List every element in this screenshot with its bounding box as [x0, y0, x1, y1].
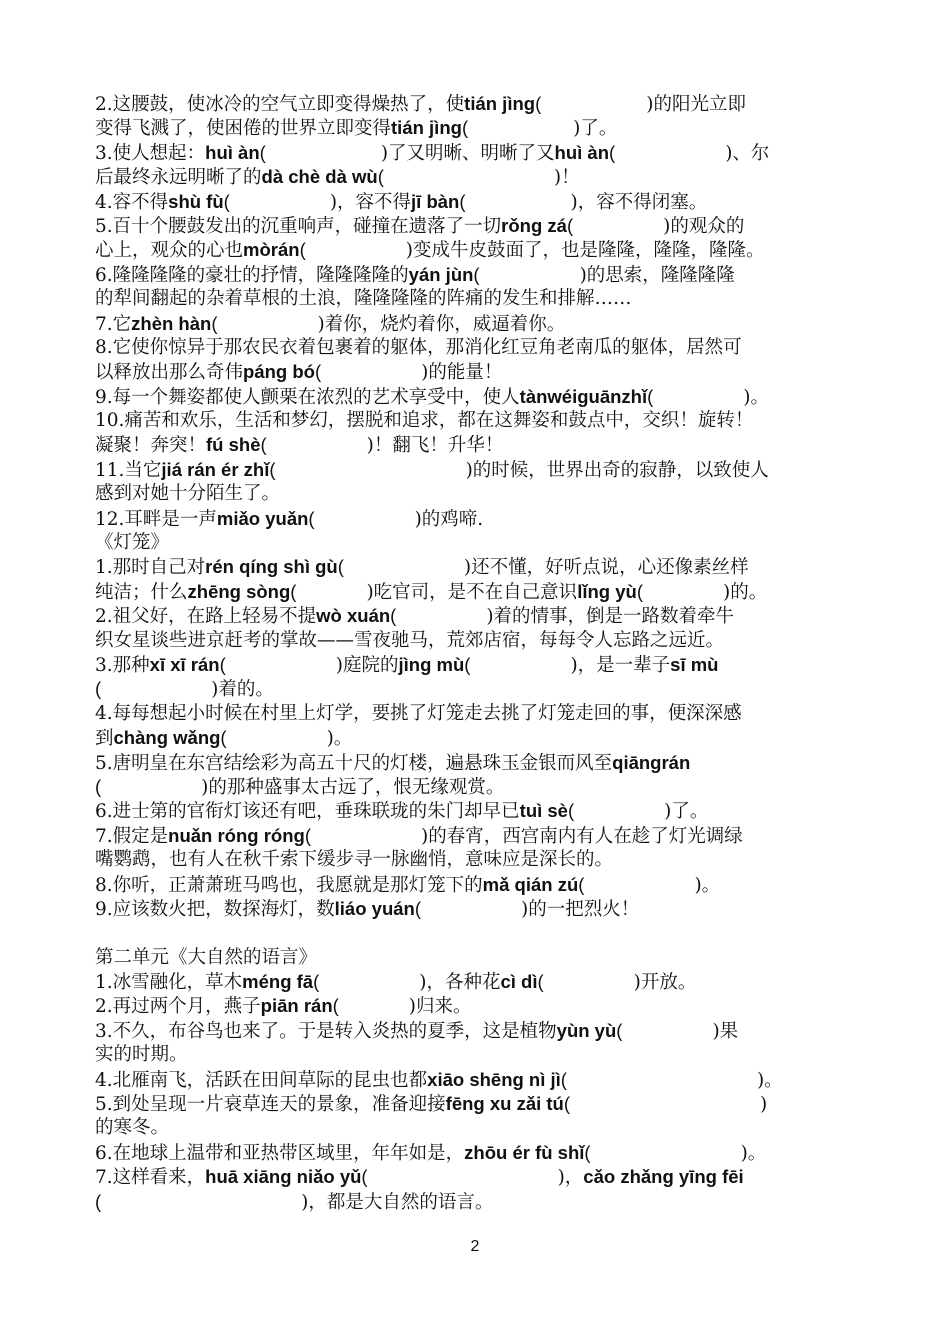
question-text: 4.容不得	[95, 191, 169, 213]
question-11-cont	[95, 482, 875, 506]
question-text: 1.那时自己对	[95, 557, 206, 579]
question-text: 到	[95, 728, 114, 750]
question-text: )着的。	[211, 679, 274, 701]
question-text: 6.隆隆隆隆的豪壮的抒情，隆隆隆隆的	[95, 264, 409, 286]
answer-blank-open: (	[578, 873, 585, 895]
answer-blank[interactable]	[468, 133, 573, 134]
question-text: )着你，烧灼着你，威逼着你。	[317, 313, 566, 335]
question-text: )。	[743, 386, 769, 408]
question-5	[95, 214, 875, 238]
question-text: 2.再过两个月，燕子	[95, 996, 261, 1018]
question-text: 后最终永远明晰了的	[95, 167, 262, 189]
question-10-cont	[95, 433, 875, 457]
spacer	[95, 921, 875, 945]
question-text: 凝聚！奔突！	[95, 435, 207, 457]
question-text: )的春宵，西宫南内有人在趁了灯光调绿	[421, 825, 743, 847]
question-11	[95, 458, 875, 482]
pinyin-prompt: méng fā	[242, 971, 314, 993]
answer-blank-open: (	[260, 434, 267, 456]
question-text: 织女星谈些进京赶考的掌故——雪夜驰马，荒郊店宿，每每令人忘路之远近。	[95, 629, 725, 651]
answer-blank[interactable]	[480, 280, 580, 281]
answer-blank[interactable]	[266, 158, 381, 159]
pinyin-prompt: zhèn hàn	[131, 312, 212, 334]
answer-blank[interactable]	[466, 207, 571, 208]
answer-blank[interactable]	[653, 402, 743, 403]
answer-blank-open: (	[361, 1166, 368, 1188]
answer-blank-open: (	[537, 971, 544, 993]
question-text: 纯洁；什么	[95, 581, 188, 603]
question-text: 11.当它	[95, 459, 162, 481]
question-text: 6.进士第的官衔灯该还有吧，垂珠联珑的朱门却早已	[95, 801, 520, 823]
question-text: )变成牛皮鼓面了，也是隆隆，隆隆，隆隆。	[405, 240, 765, 262]
unit2-question-7	[95, 1165, 875, 1189]
pinyin-prompt: jìng mù	[398, 653, 465, 675]
question-text: 7.假定是	[95, 825, 169, 847]
pinyin-prompt: cì dì	[500, 971, 538, 993]
pinyin-prompt: huì àn	[554, 141, 610, 163]
question-8-cont	[95, 360, 875, 384]
denglong-question-8	[95, 873, 875, 897]
pinyin-prompt: yùn yù	[556, 1019, 617, 1041]
question-text: 3.不久，布谷鸟也来了。于是转入炎热的夏季，这是植物	[95, 1020, 557, 1042]
section-title-denglong	[95, 531, 875, 555]
pinyin-prompt: miǎo yuǎn	[216, 507, 309, 529]
pinyin-prompt: nuǎn róng róng	[168, 824, 305, 846]
answer-blank[interactable]	[368, 1182, 558, 1183]
answer-blank[interactable]	[567, 1085, 757, 1086]
question-text: )的思索，隆隆隆隆	[579, 264, 735, 286]
answer-blank-open: (	[269, 458, 276, 480]
answer-blank-open: (	[259, 141, 266, 163]
pinyin-prompt: yán jùn	[408, 263, 474, 285]
question-2	[95, 92, 875, 116]
question-text: 8.它使你惊异于那农民衣着包裹着的躯体，那消化红豆角老南瓜的躯体，居然可	[95, 336, 742, 358]
pinyin-prompt: qiāngrán	[612, 751, 691, 773]
question-10	[95, 409, 875, 433]
answer-blank[interactable]	[470, 670, 570, 671]
answer-blank[interactable]	[541, 109, 646, 110]
denglong-question-1-cont	[95, 580, 875, 604]
answer-blank-open: (	[219, 653, 226, 675]
question-3	[95, 141, 875, 165]
question-12	[95, 507, 875, 531]
unit2-question-4	[95, 1068, 875, 1092]
denglong-question-6	[95, 799, 875, 823]
answer-blank-open: (	[211, 312, 218, 334]
question-text: 变得飞溅了，使困倦的世界立即变得	[95, 118, 392, 140]
question-text: )吃官司，是不在自己意识	[366, 581, 578, 603]
answer-blank[interactable]	[227, 743, 327, 744]
question-text: )的。	[722, 581, 768, 603]
question-2-cont	[95, 116, 875, 140]
unit2-question-5-cont	[95, 1116, 875, 1140]
page-number: 2	[470, 1238, 480, 1255]
question-7	[95, 312, 875, 336]
unit2-question-3	[95, 1019, 875, 1043]
answer-blank[interactable]	[296, 597, 366, 598]
answer-blank[interactable]	[315, 524, 415, 525]
question-text: 嘴鹦鹉，也有人在秋千索下缓步寻一脉幽悄，意味应是深长的。	[95, 849, 614, 871]
question-3-cont	[95, 165, 875, 189]
answer-blank[interactable]	[230, 207, 330, 208]
pinyin-prompt: cǎo zhǎng yīng fēi	[583, 1166, 744, 1188]
question-6-cont	[95, 287, 875, 311]
pinyin-prompt: jiá rán ér zhǐ	[161, 458, 270, 480]
answer-blank-open: (	[560, 1068, 567, 1090]
question-text: )。	[694, 874, 721, 896]
denglong-question-4	[95, 702, 875, 726]
denglong-question-5	[95, 751, 875, 775]
question-text: )，容不得	[329, 191, 412, 213]
pinyin-prompt: tànwéiguānzhǐ	[519, 385, 648, 407]
answer-blank-open: (	[566, 214, 574, 236]
question-text: 感到对她十分陌生了。	[95, 483, 281, 505]
answer-blank[interactable]	[421, 914, 521, 915]
pinyin-prompt: zhēng sòng	[187, 580, 291, 602]
question-text: )的能量！	[421, 362, 503, 384]
answer-blank-open: (	[464, 653, 471, 675]
denglong-question-4-cont	[95, 726, 875, 750]
answer-blank[interactable]	[311, 841, 421, 842]
pinyin-prompt: liáo yuán	[334, 897, 415, 919]
answer-blank[interactable]	[276, 475, 466, 476]
question-text: )，各种花	[419, 972, 501, 994]
answer-blank[interactable]	[396, 621, 486, 622]
answer-blank[interactable]	[101, 1207, 301, 1208]
answer-blank-open: (	[95, 678, 102, 700]
question-text: 7.它	[95, 313, 132, 335]
unit2-question-5	[95, 1092, 875, 1116]
pinyin-prompt: páng bó	[243, 361, 315, 383]
answer-blank[interactable]	[591, 1158, 741, 1159]
question-text: )开放。	[633, 972, 697, 994]
answer-blank[interactable]	[321, 377, 421, 378]
pinyin-prompt: dà chè dà wù	[261, 166, 378, 188]
question-text: 8.你听，正萧萧班马鸣也，我愿就是那灯笼下的	[95, 874, 483, 896]
answer-blank-open: (	[535, 93, 542, 114]
answer-blank-open: (	[377, 166, 384, 188]
answer-blank[interactable]	[101, 694, 211, 695]
denglong-question-1	[95, 555, 875, 579]
answer-blank-open: (	[414, 897, 422, 919]
question-text: 4.每每想起小时候在村里上灯学，要挑了灯笼走去挑了灯笼走回的事，便深深感	[95, 702, 742, 724]
answer-blank[interactable]	[622, 1036, 712, 1037]
question-text: )的鸡啼.	[414, 508, 484, 530]
question-text: )的观众的	[663, 215, 745, 237]
answer-blank-open: (	[220, 727, 227, 749]
question-text: )	[760, 1094, 768, 1116]
answer-blank[interactable]	[218, 329, 318, 330]
denglong-question-9	[95, 897, 875, 921]
question-text: 以释放出那么奇伟	[95, 362, 244, 384]
pinyin-prompt: tián jìng	[391, 117, 462, 139]
pinyin-prompt: tuì sè	[519, 800, 568, 822]
pinyin-prompt: xiāo shēng nì jì	[427, 1068, 561, 1090]
question-text: )了。	[664, 801, 709, 823]
question-text: 10.痛苦和欢乐，生活和梦幻，摆脱和追求，都在这舞姿和鼓点中，交织！旋转！	[95, 410, 754, 432]
answer-blank[interactable]	[643, 597, 723, 598]
question-text: 2.这腰鼓，使冰冷的空气立即变得燥热了，使	[95, 94, 465, 115]
question-text: 3.使人想起：	[95, 142, 206, 164]
question-text: 2.祖父好，在路上轻易不提	[95, 606, 317, 628]
question-5-cont	[95, 238, 875, 262]
question-text: )，是一辈子	[570, 654, 671, 676]
question-8	[95, 336, 875, 360]
pinyin-prompt: shù fù	[168, 190, 224, 212]
question-text: 5.到处呈现一片衰草连天的景象，准备迎接	[95, 1094, 446, 1116]
answer-blank-open: (	[299, 239, 306, 261]
pinyin-prompt: zhōu ér fù shǐ	[464, 1141, 585, 1163]
answer-blank-open: (	[223, 190, 230, 212]
question-text: )果	[712, 1020, 739, 1042]
section-title: 《灯笼》	[95, 532, 170, 554]
pinyin-prompt: xī xī rán	[149, 653, 220, 675]
question-text: 的犁间翻起的杂着草根的土浪，隆隆隆隆的阵痛的发生和排解……	[95, 288, 632, 310]
answer-blank-open: (	[304, 824, 312, 846]
answer-blank-open: (	[459, 190, 466, 212]
answer-blank[interactable]	[344, 572, 464, 573]
unit2-question-1	[95, 970, 875, 994]
pinyin-prompt: lǐng yù	[577, 580, 637, 602]
question-text: 12.耳畔是一声	[95, 508, 217, 530]
question-text: 7.这样看来，	[95, 1167, 206, 1189]
question-text: )还不懂，好听点说，心还像素丝样	[463, 557, 749, 579]
answer-blank-open: (	[332, 995, 339, 1017]
answer-blank[interactable]	[319, 987, 419, 988]
answer-blank[interactable]	[573, 231, 663, 232]
question-4	[95, 190, 875, 214]
question-text: 的寒冬。	[95, 1117, 170, 1139]
pinyin-prompt: piān rán	[260, 995, 333, 1017]
pinyin-prompt: fēng xu zǎi tú	[445, 1093, 564, 1115]
pinyin-prompt: huì àn	[205, 141, 260, 163]
pinyin-prompt: jī bàn	[411, 190, 460, 212]
denglong-question-2	[95, 604, 875, 628]
answer-blank-open: (	[95, 775, 102, 797]
question-text: )的时候，世界出奇的寂静，以致使人	[465, 459, 769, 481]
denglong-question-3-cont	[95, 677, 875, 701]
question-text: )的阳光立即	[646, 94, 746, 115]
answer-blank[interactable]	[615, 158, 725, 159]
worksheet-body	[95, 92, 875, 1214]
pinyin-prompt: mòrán	[243, 239, 300, 261]
answer-blank[interactable]	[226, 670, 336, 671]
question-text: )的那种盛事太古远了，恨无缘观赏。	[201, 776, 505, 798]
pinyin-prompt: rǒng zá	[501, 214, 567, 236]
section-title: 第二单元《大自然的语言》	[95, 946, 318, 968]
question-text: )！翻飞！升华！	[366, 435, 504, 457]
question-text: )了。	[573, 118, 618, 140]
question-text: 心上，观众的心也	[95, 240, 244, 262]
question-6	[95, 263, 875, 287]
question-text: )。	[326, 728, 353, 750]
question-text: )归来。	[408, 996, 472, 1018]
answer-blank-open: (	[390, 605, 397, 627]
question-text: )，	[557, 1167, 584, 1189]
answer-blank-open: (	[337, 556, 344, 578]
answer-blank-open: (	[636, 580, 643, 602]
answer-blank[interactable]	[339, 1011, 409, 1012]
answer-blank[interactable]	[384, 182, 554, 183]
question-text: 1.冰雪融化，草木	[95, 972, 243, 994]
answer-blank-open: (	[647, 385, 654, 407]
question-text: )！	[553, 167, 580, 189]
answer-blank[interactable]	[584, 890, 694, 891]
denglong-question-7	[95, 824, 875, 848]
question-text: 实的时期。	[95, 1044, 188, 1066]
question-text: )、尔	[725, 142, 770, 164]
denglong-question-5-cont	[95, 775, 875, 799]
question-text: )，容不得闭塞。	[570, 191, 708, 213]
answer-blank-open: (	[584, 1141, 591, 1163]
question-text: 9.每一个舞姿都使人颤栗在浓烈的艺术享受中，使人	[95, 386, 520, 408]
answer-blank-open: (	[567, 800, 575, 822]
answer-blank-open: (	[616, 1019, 623, 1041]
question-text: 6.在地球上温带和亚热带区域里，年年如是，	[95, 1142, 465, 1164]
question-9	[95, 385, 875, 409]
answer-blank-open: (	[473, 263, 480, 285]
answer-blank-open: (	[313, 971, 320, 993]
pinyin-prompt: rén qíng shì gù	[205, 556, 338, 578]
pinyin-prompt: chàng wǎng	[113, 727, 221, 749]
answer-blank-open: (	[308, 507, 315, 529]
pinyin-prompt: sī mù	[670, 653, 719, 675]
question-text: )了又明晰、明晰了又	[380, 142, 555, 164]
question-text: 4.北雁南飞，活跃在田间草际的昆虫也都	[95, 1069, 428, 1091]
answer-blank[interactable]	[267, 450, 367, 451]
question-text: )。	[756, 1069, 783, 1091]
pinyin-prompt: mǎ qián zú	[482, 873, 579, 895]
pinyin-prompt: fú shè	[206, 434, 261, 456]
unit2-question-3-cont	[95, 1043, 875, 1067]
pinyin-prompt: tián jìng	[464, 93, 536, 114]
answer-blank[interactable]	[570, 1109, 760, 1110]
unit2-question-7-cont	[95, 1190, 875, 1214]
denglong-question-2-cont	[95, 629, 875, 653]
denglong-question-7-cont	[95, 848, 875, 872]
denglong-question-3	[95, 653, 875, 677]
answer-blank[interactable]	[306, 255, 406, 256]
answer-blank-open: (	[95, 1190, 102, 1212]
question-text: )庭院的	[335, 654, 399, 676]
question-text: )的一把烈火！	[521, 898, 640, 920]
unit2-question-6	[95, 1141, 875, 1165]
unit2-question-2	[95, 994, 875, 1018]
section-title-unit-2	[95, 946, 875, 970]
answer-blank-open: (	[461, 117, 469, 139]
answer-blank-open: (	[563, 1093, 571, 1115]
question-text: )。	[740, 1142, 767, 1164]
question-text: )，都是大自然的语言。	[301, 1191, 494, 1213]
question-text: 5.唐明皇在东宫结绘彩为高五十尺的灯楼，遍悬珠玉金银而风至	[95, 752, 613, 774]
question-text: 9.应该数火把，数探海灯，数	[95, 898, 335, 920]
answer-blank[interactable]	[101, 792, 201, 793]
answer-blank[interactable]	[544, 987, 634, 988]
pinyin-prompt: huā xiāng niǎo yǔ	[205, 1166, 362, 1188]
answer-blank-open: (	[609, 141, 616, 163]
answer-blank-open: (	[314, 361, 322, 383]
answer-blank-open: (	[290, 580, 297, 602]
question-text: )着的情事，倒是一路数着牵牛	[486, 606, 735, 628]
pinyin-prompt: wò xuán	[316, 605, 391, 627]
answer-blank[interactable]	[574, 816, 664, 817]
question-text: 3.那种	[95, 654, 150, 676]
question-text: 5.百十个腰鼓发出的沉重响声，碰撞在遗落了一切	[95, 215, 502, 237]
